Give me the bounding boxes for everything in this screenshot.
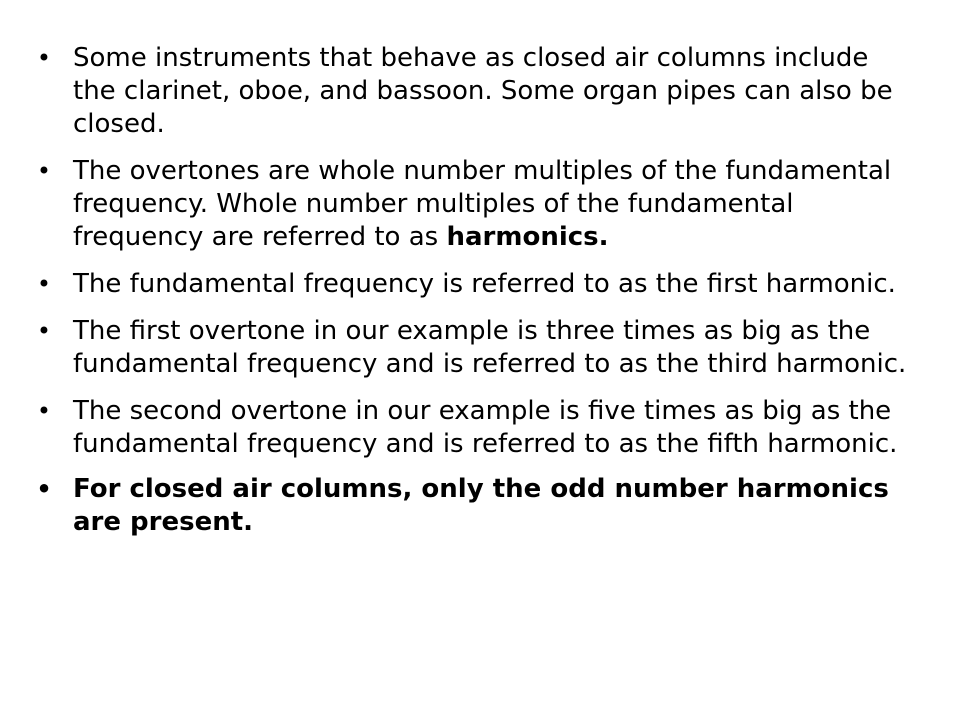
- bullet-emphasis: harmonics.: [446, 222, 609, 252]
- bullet-item-closed-columns: [36, 473, 916, 539]
- bullet-item-first-overtone: [36, 315, 916, 381]
- bullet-text: The overtones are whole number multiples of the fundamental frequency. Whole number multiples of the fundamental frequency are referred to as: [73, 156, 892, 252]
- bullet-text: The fundamental frequency is referred to as the first harmonic.: [73, 269, 896, 299]
- bullet-icon: •: [36, 44, 52, 72]
- bullet-icon: •: [36, 397, 52, 425]
- bullet-text: For closed air columns, only the odd number harmonics are present.: [73, 474, 889, 537]
- bullet-item-fundamental: [36, 268, 916, 301]
- bullet-text: The first overtone in our example is three times as big as the fundamental frequency and is referred to as the third harmonic.: [73, 316, 907, 379]
- bullet-item-instruments: [36, 42, 916, 141]
- bullet-icon: •: [36, 157, 52, 185]
- bullet-icon: •: [36, 475, 52, 503]
- bullet-text: The second overtone in our example is five times as big as the fundamental frequency and is referred to as the fifth harmonic.: [73, 396, 898, 459]
- bullet-list: [36, 42, 916, 553]
- bullet-item-second-overtone: [36, 395, 916, 461]
- bullet-icon: •: [36, 317, 52, 345]
- bullet-text: Some instruments that behave as closed air columns include the clarinet, oboe, and bassoon. Some organ pipes can also be closed.: [73, 43, 893, 139]
- bullet-item-overtones: [36, 155, 916, 254]
- bullet-icon: •: [36, 270, 52, 298]
